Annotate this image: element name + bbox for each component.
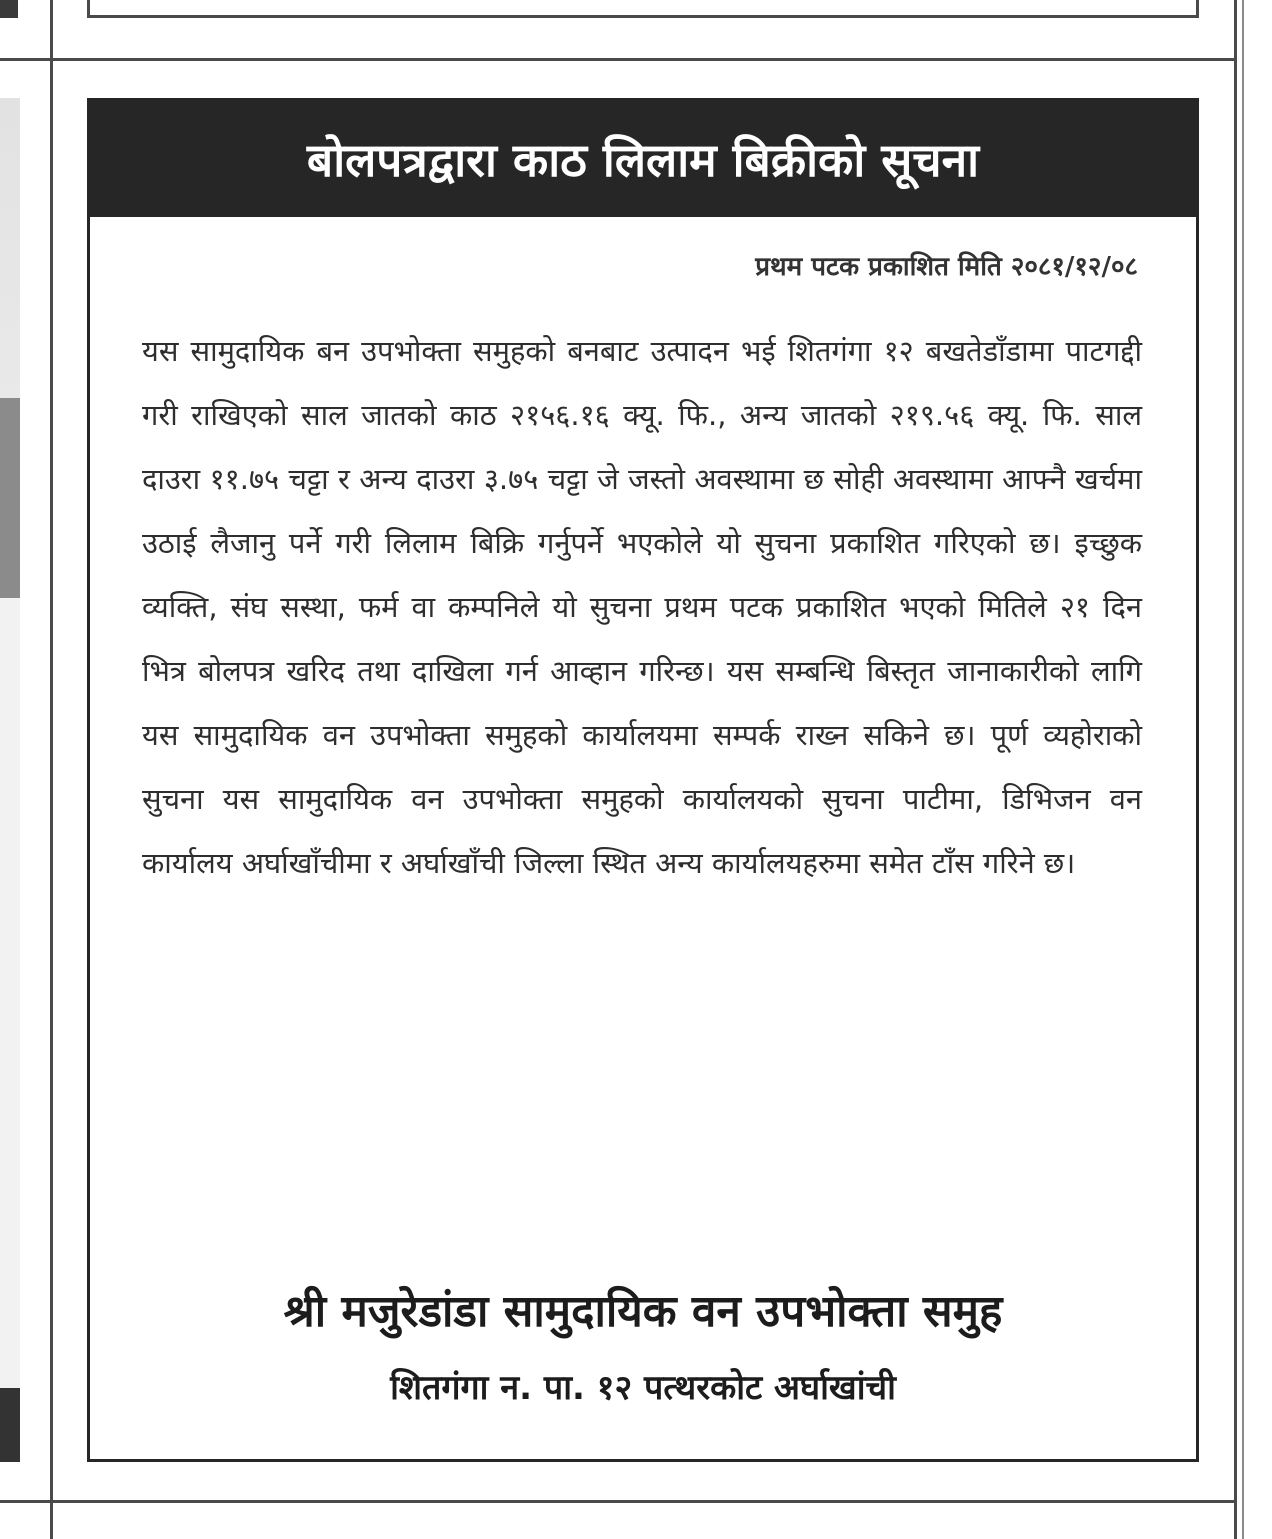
left-fragment-top-mark	[0, 0, 18, 18]
tender-notice	[87, 98, 1199, 1462]
column-rule-right-outer	[1242, 0, 1244, 1539]
organization-name: श्री मजुरेडांडा सामुदायिक वन उपभोक्ता समुह	[283, 1286, 1003, 1337]
notice-body: यस सामुदायिक बन उपभोक्ता समुहको बनबाट उत्पादन भई शितगंगा १२ बखतेडाँडामा पाटगद्दी गरी राखिएको साल जातको काठ २१५६.१६ क्यू. फि., अन्य जातको २१९.५६ क्यू. फि. साल दाउरा ११.७५ चट्टा र अन्य दाउरा ३.७५ चट्टा जे जस्तो अवस्थामा छ सोही अवस्थामा आफ्नै खर्चमा उठाई लैजानु पर्ने गरी लिलाम बिक्रि गर्नुपर्ने भएकोले यो सुचना प्रकाशित गरिएको छ। इच्छुक व्यक्ति, संघ सस्था, फर्म वा कम्पनिले यो सुचना प्रथम पटक प्रकाशित भएको मितिले २१ दिन भित्र बोलपत्र खरिद तथा दाखिला गर्न आव्हान गरिन्छ। यस सम्बन्धि बिस्तृत जानाकारीको लागि यस सामुदायिक वन उपभोक्ता समुहको कार्यालयमा सम्पर्क राख्न सकिने छ। पूर्ण व्यहोराको सुचना यस सामुदायिक वन उपभोक्ता समुहको कार्यालयको सुचना पाटीमा, डिभिजन वन कार्यालय अर्घाखाँचीमा र अर्घाखाँची जिल्ला स्थित अन्य कार्यालयहरुमा समेत टाँस गरिने छ।	[142, 334, 1142, 880]
organization-address: शितगंगा न. पा. १२ पत्थरकोट अर्घाखांची	[390, 1368, 896, 1408]
column-rule-right	[1234, 0, 1237, 1539]
top-box-bottom-edge	[87, 15, 1199, 18]
section-divider-bottom	[0, 1500, 1236, 1503]
section-divider-top	[0, 58, 1236, 61]
publication-date: प्रथम पटक प्रकाशित मिति २०८१/१२/०८	[755, 252, 1138, 282]
notice-title-bar	[90, 101, 1196, 217]
left-fragment-image	[0, 98, 20, 1462]
column-rule-left	[50, 0, 53, 1539]
notice-title: बोलपत्रद्वारा काठ लिलाम बिक्रीको सूचना	[306, 133, 980, 187]
